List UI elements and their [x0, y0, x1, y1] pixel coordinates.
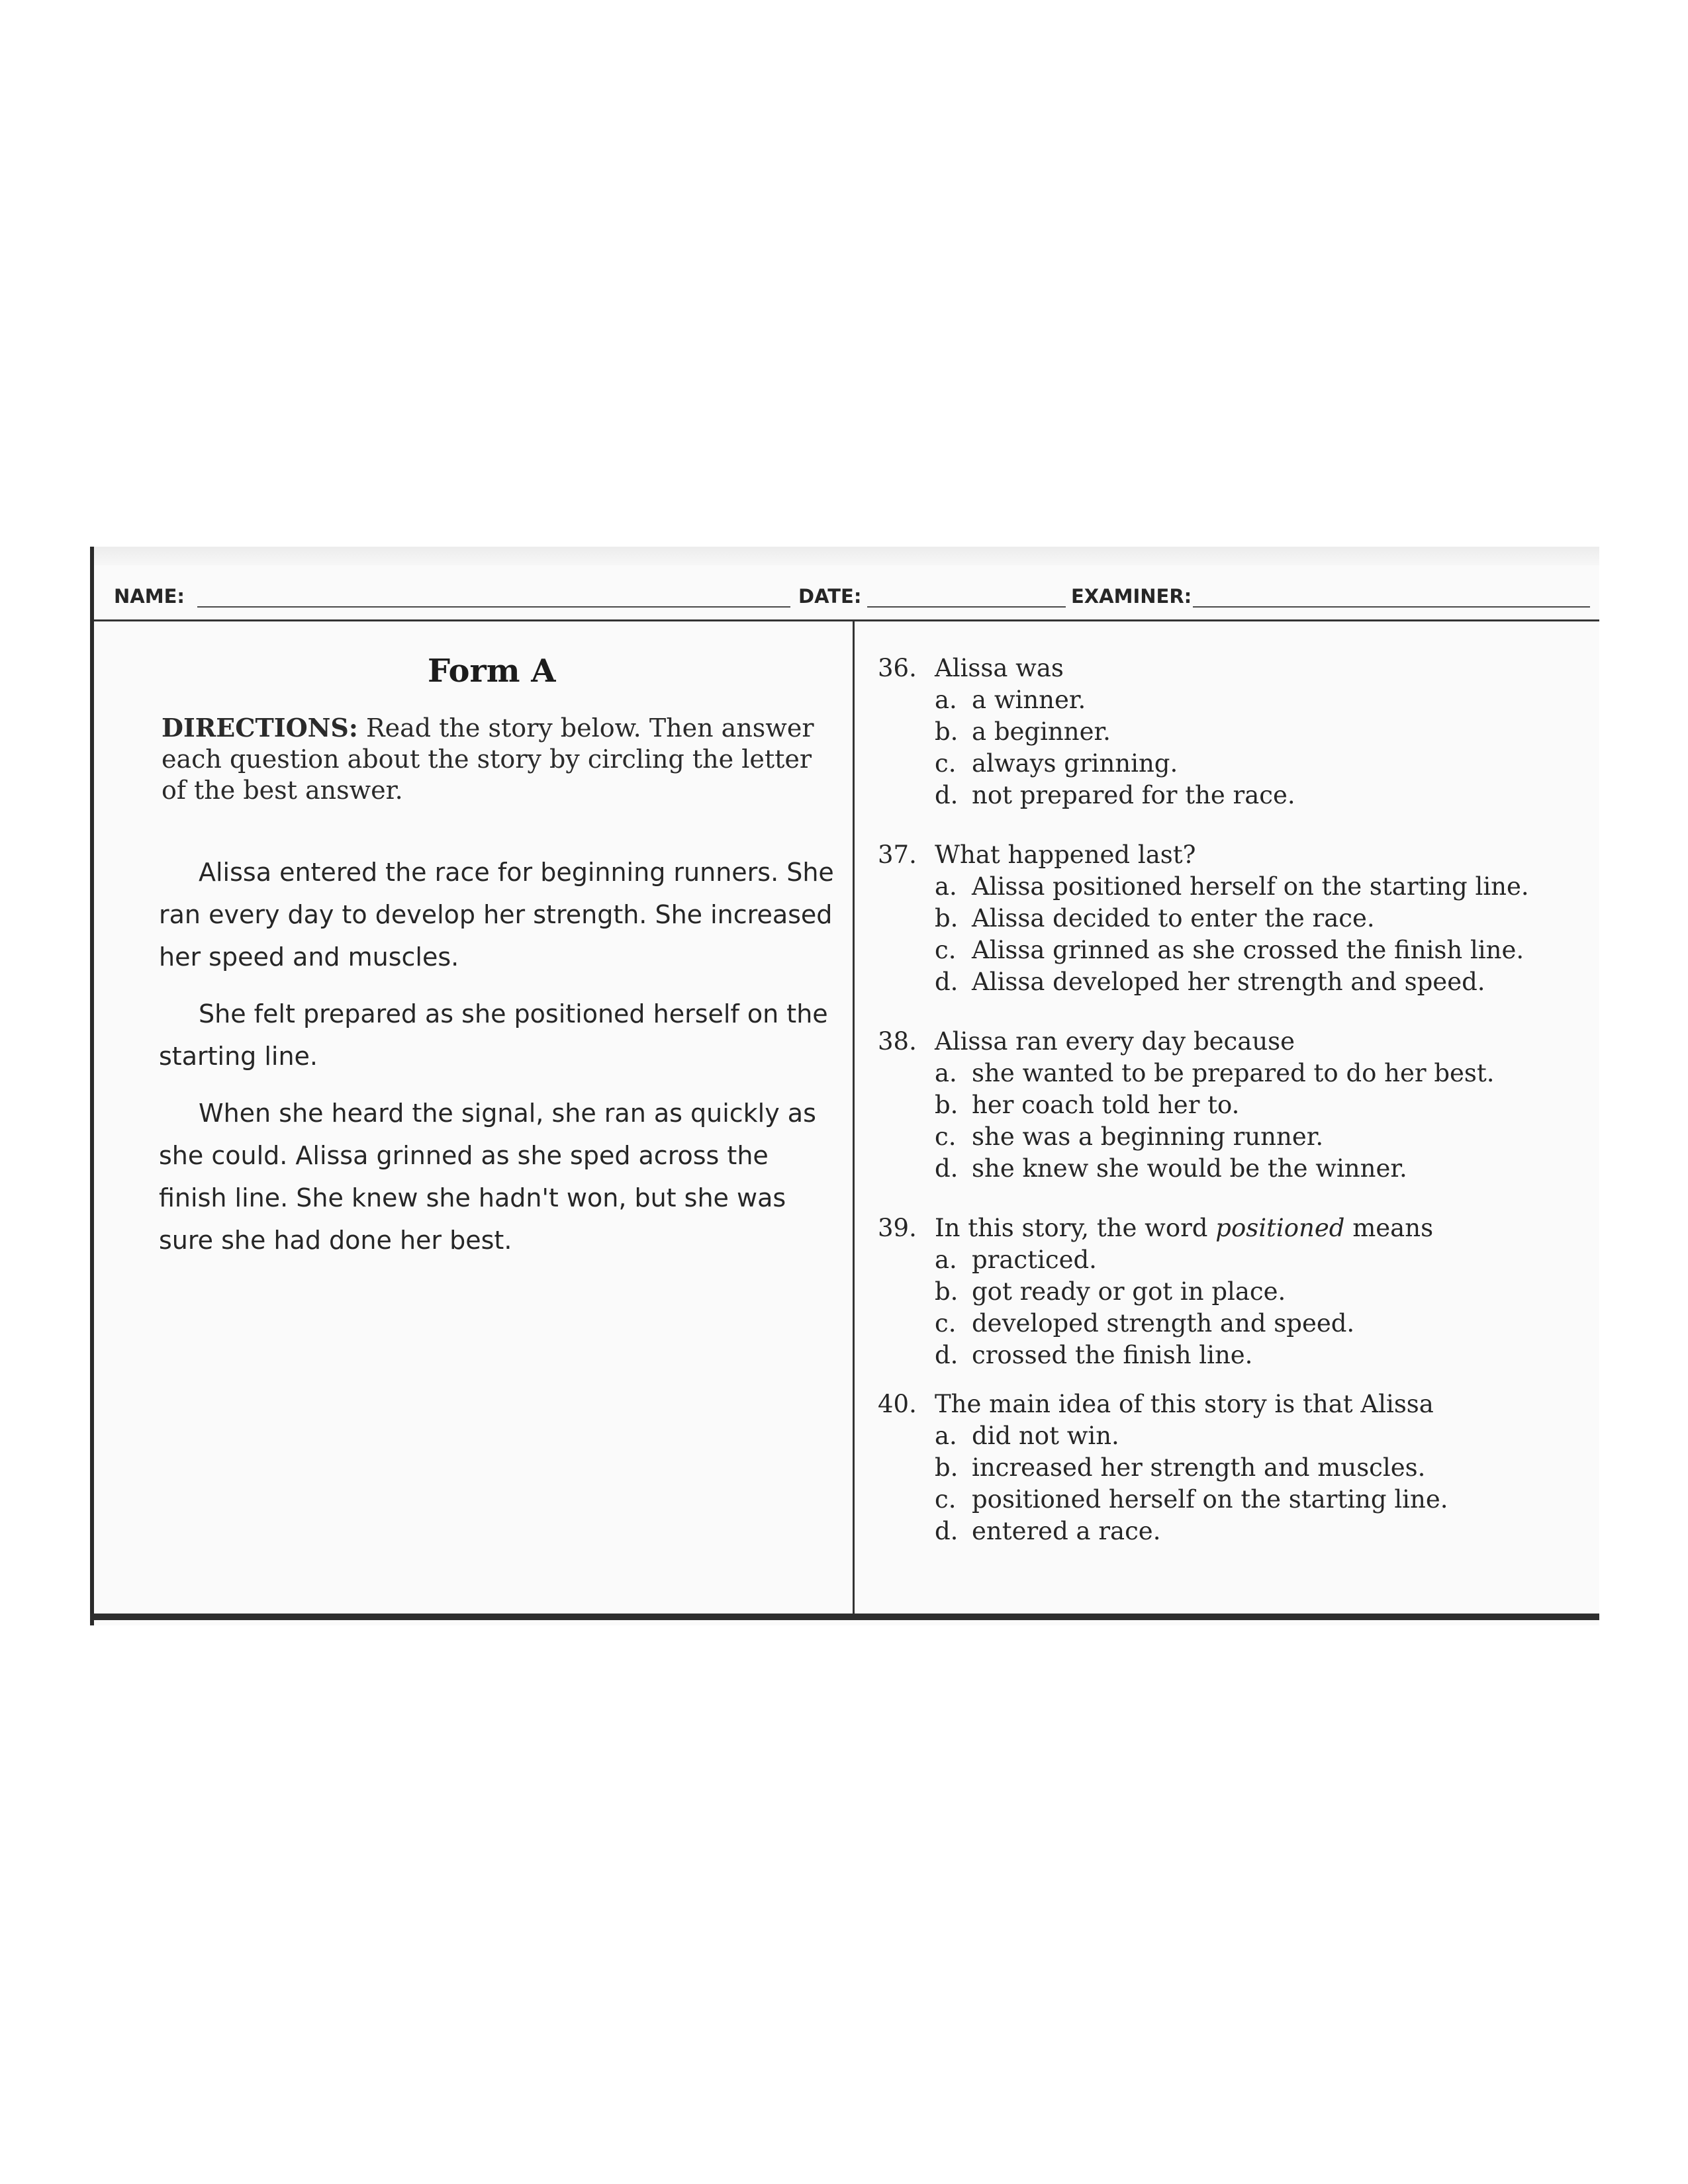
- answer-option-b[interactable]: [878, 1452, 1586, 1484]
- option-text: Alissa decided to enter the race.: [972, 904, 1375, 933]
- answer-option-d[interactable]: [878, 1153, 1586, 1185]
- option-letter[interactable]: a.: [935, 1422, 957, 1450]
- name-field[interactable]: [197, 606, 790, 608]
- answer-option-c[interactable]: [878, 934, 1586, 966]
- option-letter[interactable]: a.: [935, 686, 957, 714]
- question-number: 36.: [878, 654, 917, 682]
- option-text: always grinning.: [972, 749, 1178, 778]
- directions-label: DIRECTIONS:: [162, 713, 358, 743]
- option-text: a winner.: [972, 686, 1086, 714]
- answer-option-b[interactable]: [878, 1276, 1586, 1308]
- option-text: crossed the finish line.: [972, 1341, 1253, 1369]
- answer-option-d[interactable]: [878, 1340, 1586, 1371]
- question-stem: The main idea of this story is that Alissa: [935, 1390, 1434, 1418]
- answer-option-a[interactable]: [878, 1420, 1586, 1452]
- option-letter[interactable]: b.: [935, 717, 959, 746]
- answer-option-d[interactable]: [878, 1516, 1586, 1547]
- answer-option-d[interactable]: [878, 966, 1586, 998]
- option-text: not prepared for the race.: [972, 781, 1295, 809]
- option-letter[interactable]: a.: [935, 1246, 957, 1274]
- answer-option-b[interactable]: [878, 1089, 1586, 1121]
- option-letter[interactable]: c.: [935, 936, 957, 964]
- option-letter[interactable]: c.: [935, 1309, 957, 1338]
- directions-text: Read the story below. Then answer each question about the story by circling the letter of the best answer.: [162, 713, 814, 805]
- answer-option-c[interactable]: [878, 748, 1586, 780]
- answer-option-a[interactable]: [878, 684, 1586, 716]
- bottom-border: [90, 1614, 1599, 1620]
- question-37: [878, 839, 1586, 998]
- story: [159, 851, 834, 1276]
- name-label: NAME:: [114, 585, 185, 608]
- option-text: got ready or got in place.: [972, 1277, 1286, 1306]
- option-letter[interactable]: d.: [935, 1154, 959, 1183]
- option-letter[interactable]: c.: [935, 1485, 957, 1514]
- option-letter[interactable]: b.: [935, 904, 959, 933]
- story-paragraph: Alissa entered the race for beginning runners. She ran every day to develop her strength. She increased her speed and muscles.: [159, 858, 834, 972]
- answer-option-c[interactable]: [878, 1308, 1586, 1340]
- option-letter[interactable]: c.: [935, 1122, 957, 1151]
- question-stem: [935, 1212, 1433, 1244]
- stem-text: In this story, the word: [935, 1214, 1216, 1242]
- question-stem: Alissa ran every day because: [935, 1027, 1295, 1056]
- answer-option-c[interactable]: [878, 1121, 1586, 1153]
- option-text: her coach told her to.: [972, 1091, 1240, 1119]
- stem-text: means: [1344, 1214, 1434, 1242]
- answer-option-b[interactable]: [878, 903, 1586, 934]
- option-letter[interactable]: c.: [935, 749, 957, 778]
- question-number: 40.: [878, 1390, 917, 1418]
- option-text: positioned herself on the starting line.: [972, 1485, 1448, 1514]
- scan-shadow-band: [90, 547, 1599, 565]
- directions: [162, 712, 830, 806]
- answer-option-a[interactable]: [878, 1244, 1586, 1276]
- option-text: increased her strength and muscles.: [972, 1453, 1426, 1482]
- option-text: she knew she would be the winner.: [972, 1154, 1407, 1183]
- option-letter[interactable]: b.: [935, 1277, 959, 1306]
- date-field[interactable]: [867, 606, 1066, 608]
- story-paragraph: She felt prepared as she positioned herself on the starting line.: [159, 999, 828, 1071]
- option-text: she was a beginning runner.: [972, 1122, 1324, 1151]
- question-number: 39.: [878, 1214, 917, 1242]
- option-text: practiced.: [972, 1246, 1097, 1274]
- option-letter[interactable]: b.: [935, 1091, 959, 1119]
- column-divider: [853, 621, 855, 1614]
- question-40: [878, 1388, 1586, 1547]
- question-stem: Alissa was: [935, 654, 1064, 682]
- option-letter[interactable]: d.: [935, 1517, 959, 1545]
- form-title: Form A: [428, 653, 556, 690]
- answer-option-d[interactable]: [878, 780, 1586, 811]
- option-letter[interactable]: a.: [935, 1059, 957, 1087]
- examiner-field[interactable]: [1193, 606, 1590, 608]
- option-letter[interactable]: b.: [935, 1453, 959, 1482]
- stem-emphasis: positioned: [1215, 1214, 1345, 1242]
- option-letter[interactable]: d.: [935, 1341, 959, 1369]
- option-text: Alissa positioned herself on the starting line.: [972, 872, 1529, 901]
- option-text: developed strength and speed.: [972, 1309, 1355, 1338]
- option-letter[interactable]: d.: [935, 781, 959, 809]
- answer-option-a[interactable]: [878, 871, 1586, 903]
- option-text: entered a race.: [972, 1517, 1161, 1545]
- header-row: [114, 578, 1590, 618]
- date-label: DATE:: [798, 585, 862, 608]
- option-text: Alissa developed her strength and speed.: [972, 968, 1485, 996]
- question-stem: What happened last?: [935, 841, 1196, 869]
- option-text: did not win.: [972, 1422, 1119, 1450]
- examiner-label: EXAMINER:: [1071, 585, 1192, 608]
- question-number: 37.: [878, 841, 917, 869]
- question-38: [878, 1026, 1586, 1185]
- option-text: she wanted to be prepared to do her best.: [972, 1059, 1495, 1087]
- question-36: [878, 653, 1586, 811]
- header-divider: [94, 619, 1599, 621]
- option-text: a beginner.: [972, 717, 1111, 746]
- answer-option-b[interactable]: [878, 716, 1586, 748]
- answer-option-a[interactable]: [878, 1058, 1586, 1089]
- option-text: Alissa grinned as she crossed the finish line.: [972, 936, 1524, 964]
- question-39: [878, 1212, 1586, 1371]
- option-letter[interactable]: a.: [935, 872, 957, 901]
- question-number: 38.: [878, 1027, 917, 1056]
- answer-option-c[interactable]: [878, 1484, 1586, 1516]
- test-form-sheet: [90, 547, 1599, 1625]
- left-border: [90, 547, 94, 1625]
- option-letter[interactable]: d.: [935, 968, 959, 996]
- story-paragraph: When she heard the signal, she ran as quickly as she could. Alissa grinned as she sped across the finish line. She knew she hadn't won, but she was sure she had done her best.: [159, 1099, 816, 1255]
